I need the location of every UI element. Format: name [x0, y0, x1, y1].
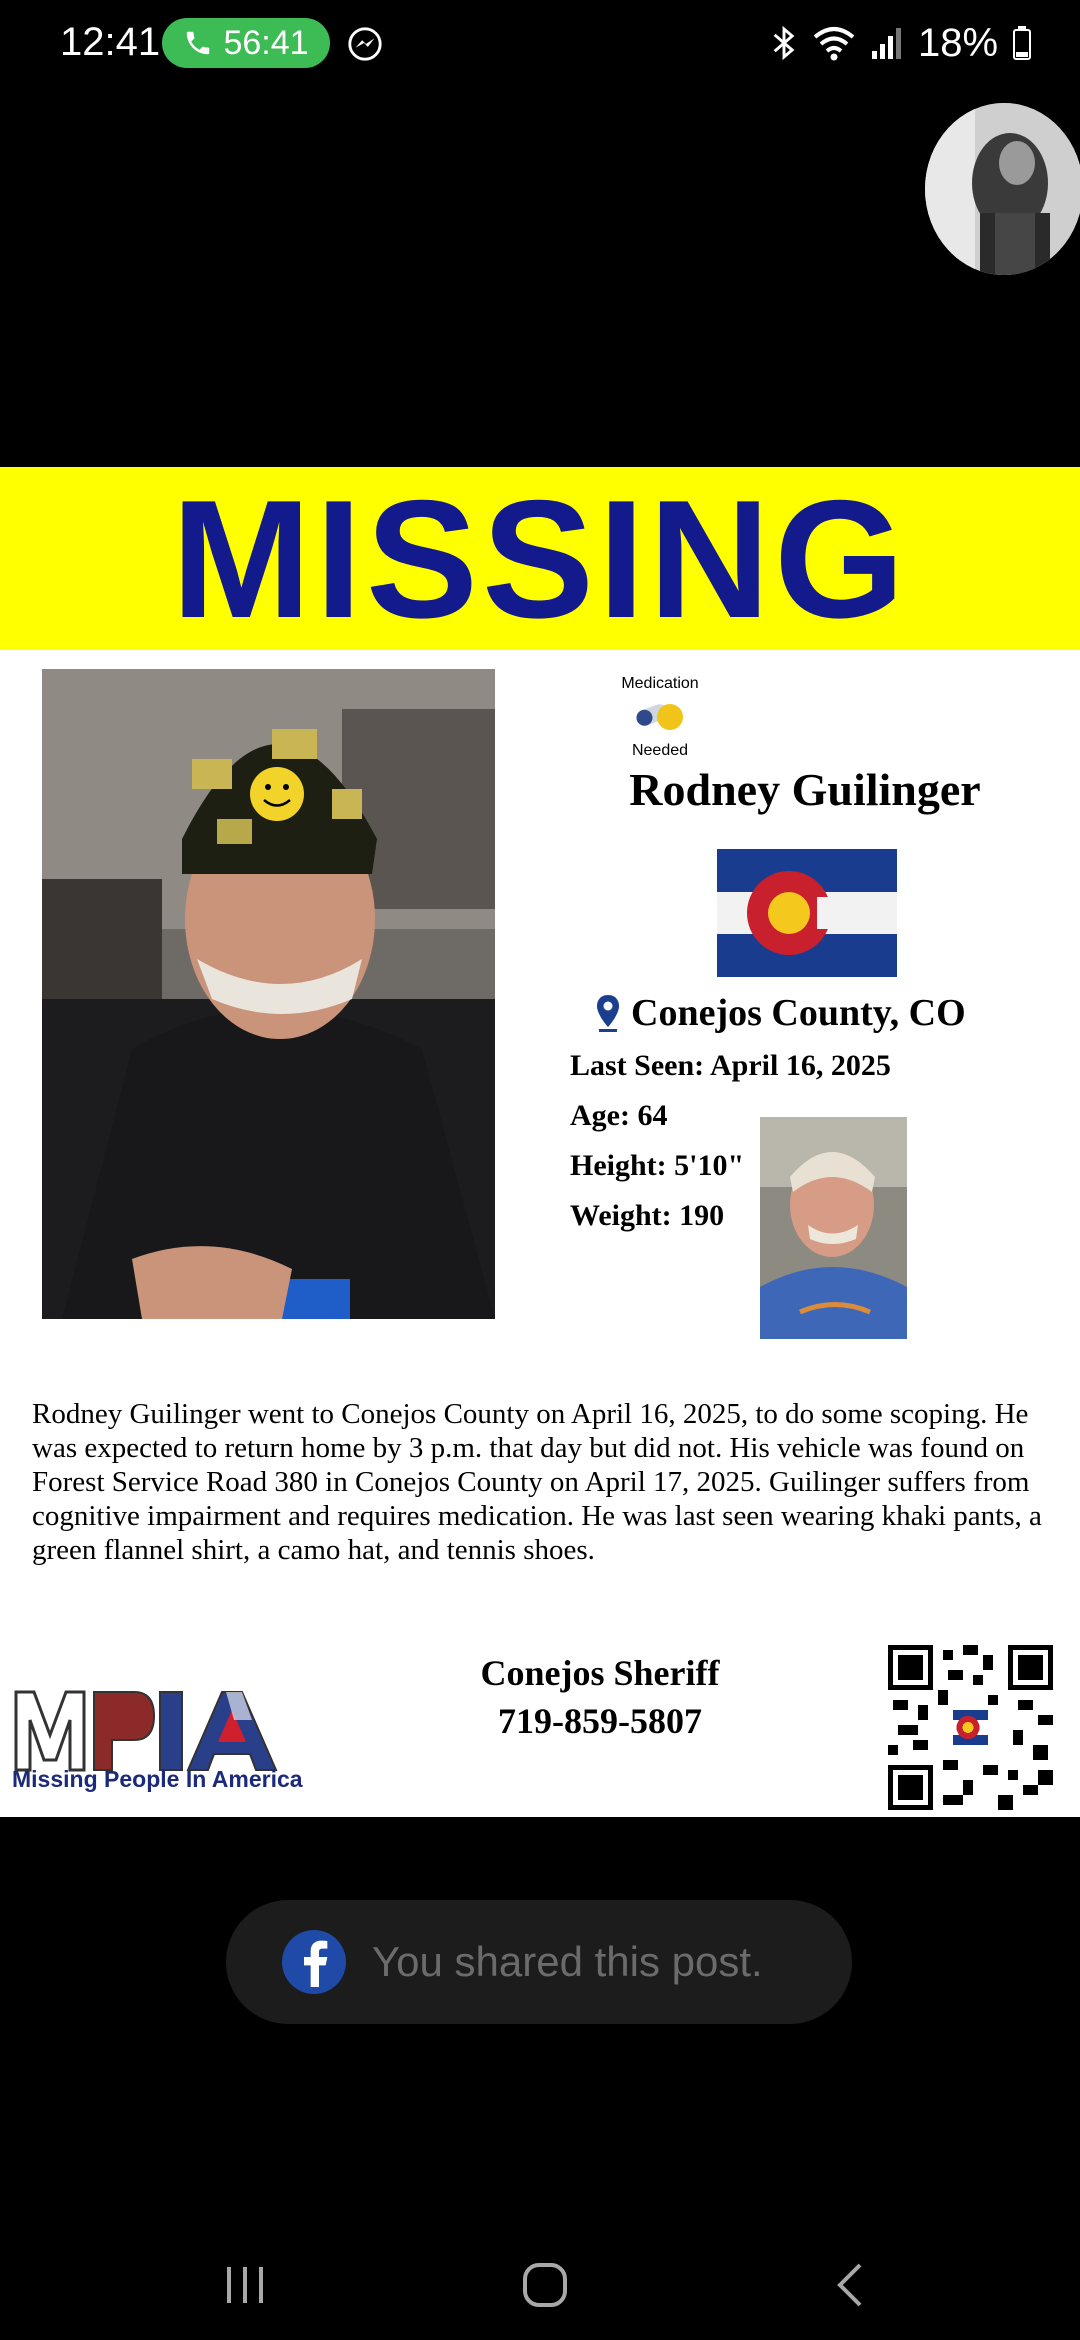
missing-banner [0, 464, 1080, 653]
pills-icon [630, 693, 690, 737]
needed-label: Needed [631, 742, 689, 759]
recents-button[interactable] [205, 2250, 285, 2320]
pip-video-image [925, 103, 1080, 275]
location-pin-icon [595, 993, 621, 1033]
video-call-pip[interactable] [925, 103, 1080, 275]
colorado-flag-image [717, 849, 897, 977]
status-time: 12:41 [60, 20, 161, 64]
navigation-bar [0, 2220, 1080, 2340]
weight-text: Weight: 190 [570, 1199, 725, 1232]
contact-name: Conejos Sheriff [480, 1653, 720, 1693]
home-button[interactable] [505, 2250, 585, 2320]
battery-percent: 18% [918, 20, 999, 65]
bluetooth-icon [770, 24, 798, 62]
wifi-icon [812, 23, 856, 63]
status-bar [0, 0, 1080, 90]
shared-post-text: You shared this post. [372, 1938, 763, 1985]
missing-poster-image[interactable] [0, 464, 1080, 1817]
secondary-photo [760, 1117, 907, 1339]
messenger-icon [346, 25, 384, 63]
missing-title: MISSING [171, 464, 909, 653]
system-icons [770, 20, 1032, 66]
home-icon [521, 2261, 569, 2309]
call-duration: 56:41 [223, 23, 309, 62]
signal-icon [870, 25, 904, 61]
medication-needed-badge [610, 675, 710, 763]
main-photo [42, 669, 495, 1319]
qr-code[interactable] [888, 1645, 1053, 1810]
height-text: Height: 5'10" [570, 1149, 745, 1182]
medication-label: Medication [621, 675, 699, 692]
person-name: Rodney Guilinger [629, 764, 981, 815]
facebook-icon [282, 1930, 346, 1994]
location-text: Conejos County, CO [631, 992, 966, 1034]
battery-icon [1012, 25, 1032, 61]
shared-post-notice[interactable] [226, 1900, 852, 2024]
back-icon [830, 2261, 870, 2309]
back-button[interactable] [810, 2250, 890, 2320]
last-seen-text: Last Seen: April 16, 2025 [570, 1049, 891, 1082]
phone-icon [183, 28, 213, 58]
ongoing-call-pill[interactable] [162, 18, 330, 68]
description-text: Rodney Guilinger went to Conejos County on April 16, 2025, to do some scoping. He was expected to return home by 3 p.m. that day but did not. His vehicle was found on Forest Service Road 380 in Conejos County on April 17, 2025. Guilinger suffers from cognitive impairment and requires medication. He was last seen wearing khaki pants, a green flannel shirt, a camo hat, and tennis shoes. [32, 1398, 1042, 1566]
contact-phone[interactable]: 719-859-5807 [498, 1701, 702, 1741]
contact-block [440, 1649, 760, 1745]
recents-icon [221, 2263, 269, 2307]
mpia-caption: Missing People In America [12, 1766, 303, 1792]
location-line [595, 991, 966, 1035]
age-text: Age: 64 [570, 1099, 668, 1132]
